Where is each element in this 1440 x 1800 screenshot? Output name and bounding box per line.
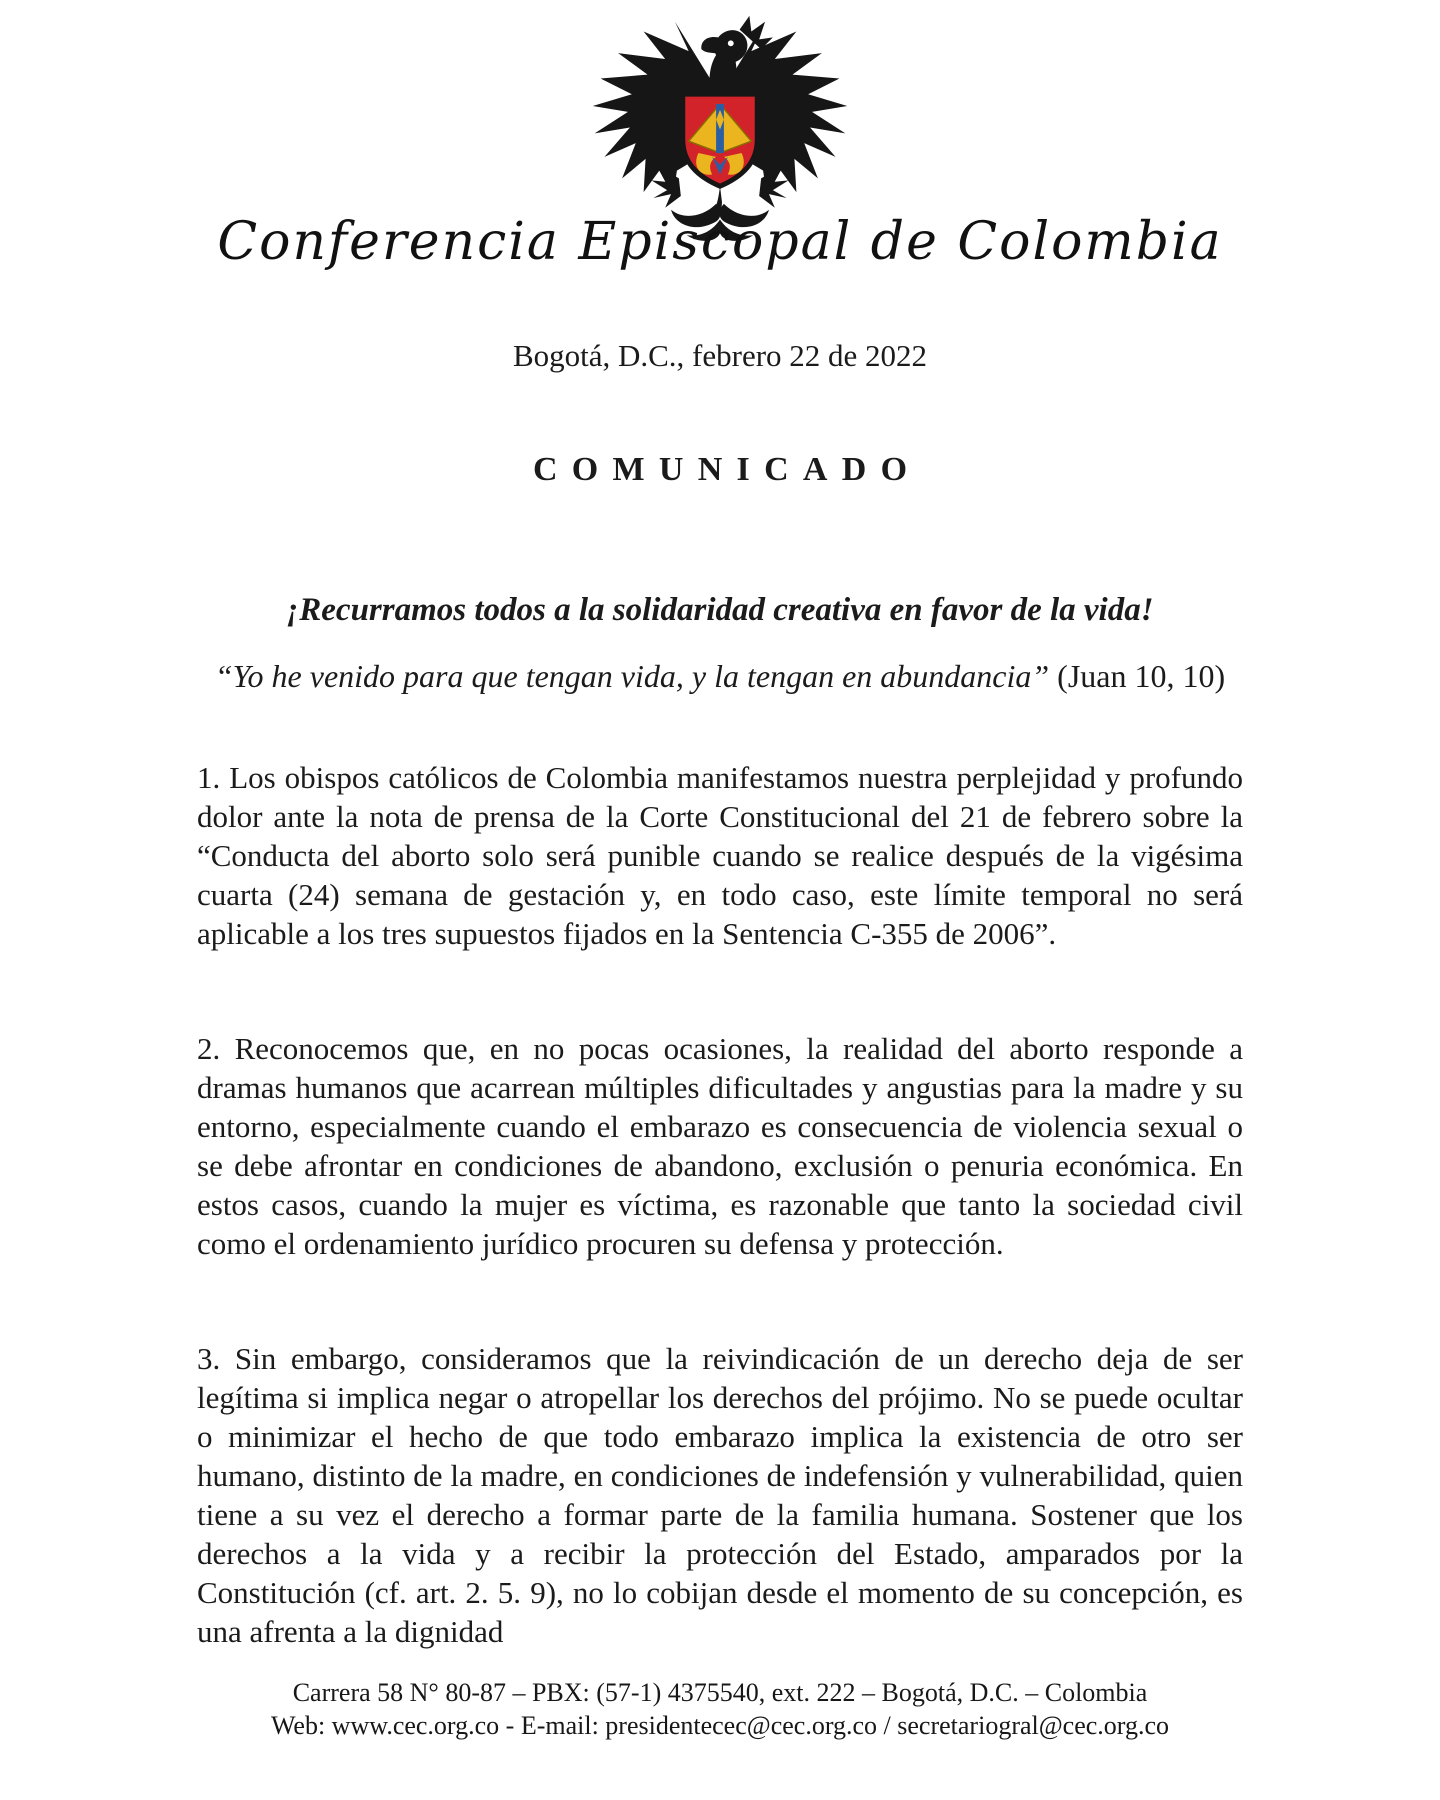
paragraph-3: 3. Sin embargo, consideramos que la reivindicación de un derecho deja de ser legítima si implica negar o atropellar los derechos del prójimo. No se puede ocultar o minimizar el hecho de que todo embarazo implica la existencia de otro ser humano, distinto de la madre, en condiciones de indefensión y vulnerabilidad, quien tiene a su vez el derecho a formar parte de la familia humana. Sostener que los derechos a la vida y a recibir la protección del Estado, amparados por la Constitución (cf. art. 2. 5. 9), no lo cobijan desde el momento de su concepción, es una afrenta a la dignidad [197, 1341, 1243, 1649]
footer-address: Carrera 58 N° 80-87 – PBX: (57-1) 4375540, ext. 222 – Bogotá, D.C. – Colombia [292, 1678, 1148, 1707]
epigraph-quote: “Yo he venido para que tengan vida, y la tengan en abundancia” [214, 658, 1050, 694]
dateline: Bogotá, D.C., febrero 22 de 2022 [512, 338, 928, 373]
paragraph-2: 2. Reconocemos que, en no pocas ocasiones, la realidad del aborto responde a dramas humanos que acarrean múltiples dificultades y angustias para la madre y su entorno, especialmente cuando el embarazo es consecuencia de violencia sexual o se debe afrontar en condiciones de abandono, exclusión o penuria económica. En estos casos, cuando la mujer es víctima, es razonable que tanto la sociedad civil como el ordenamiento jurídico procuren su defensa y protección. [197, 1031, 1243, 1261]
organization-name: Conferencia Episcopal de Colombia [217, 212, 1223, 272]
footer-contact: Web: www.cec.org.co - E-mail: presidentecec@cec.org.co / secretariogral@cec.org.co [270, 1711, 1170, 1740]
shield [683, 94, 757, 186]
eagle-crest-icon [570, 10, 870, 245]
paragraph-1: 1. Los obispos católicos de Colombia manifestamos nuestra perplejidad y profundo dolor ante la nota de prensa de la Corte Constitucional del 21 de febrero sobre la “Conducta del aborto solo será punible cuando se realice después de la vigésima cuarta (24) semana de gestación y, en todo caso, este límite temporal no será aplicable a los tres supuestos fijados en la Sentencia C-355 de 2006”. [197, 760, 1243, 951]
document-body [197, 758, 1243, 1651]
footer [0, 1676, 1440, 1742]
document-title: COMUNICADO [532, 451, 922, 488]
headline: ¡Recurramos todos a la solidaridad creativa en favor de la vida! [286, 592, 1154, 628]
epigraph-reference: (Juan 10, 10) [1049, 658, 1226, 694]
episcopal-crest-logo [570, 10, 870, 245]
letterhead [0, 0, 1440, 272]
epigraph [150, 656, 1290, 696]
